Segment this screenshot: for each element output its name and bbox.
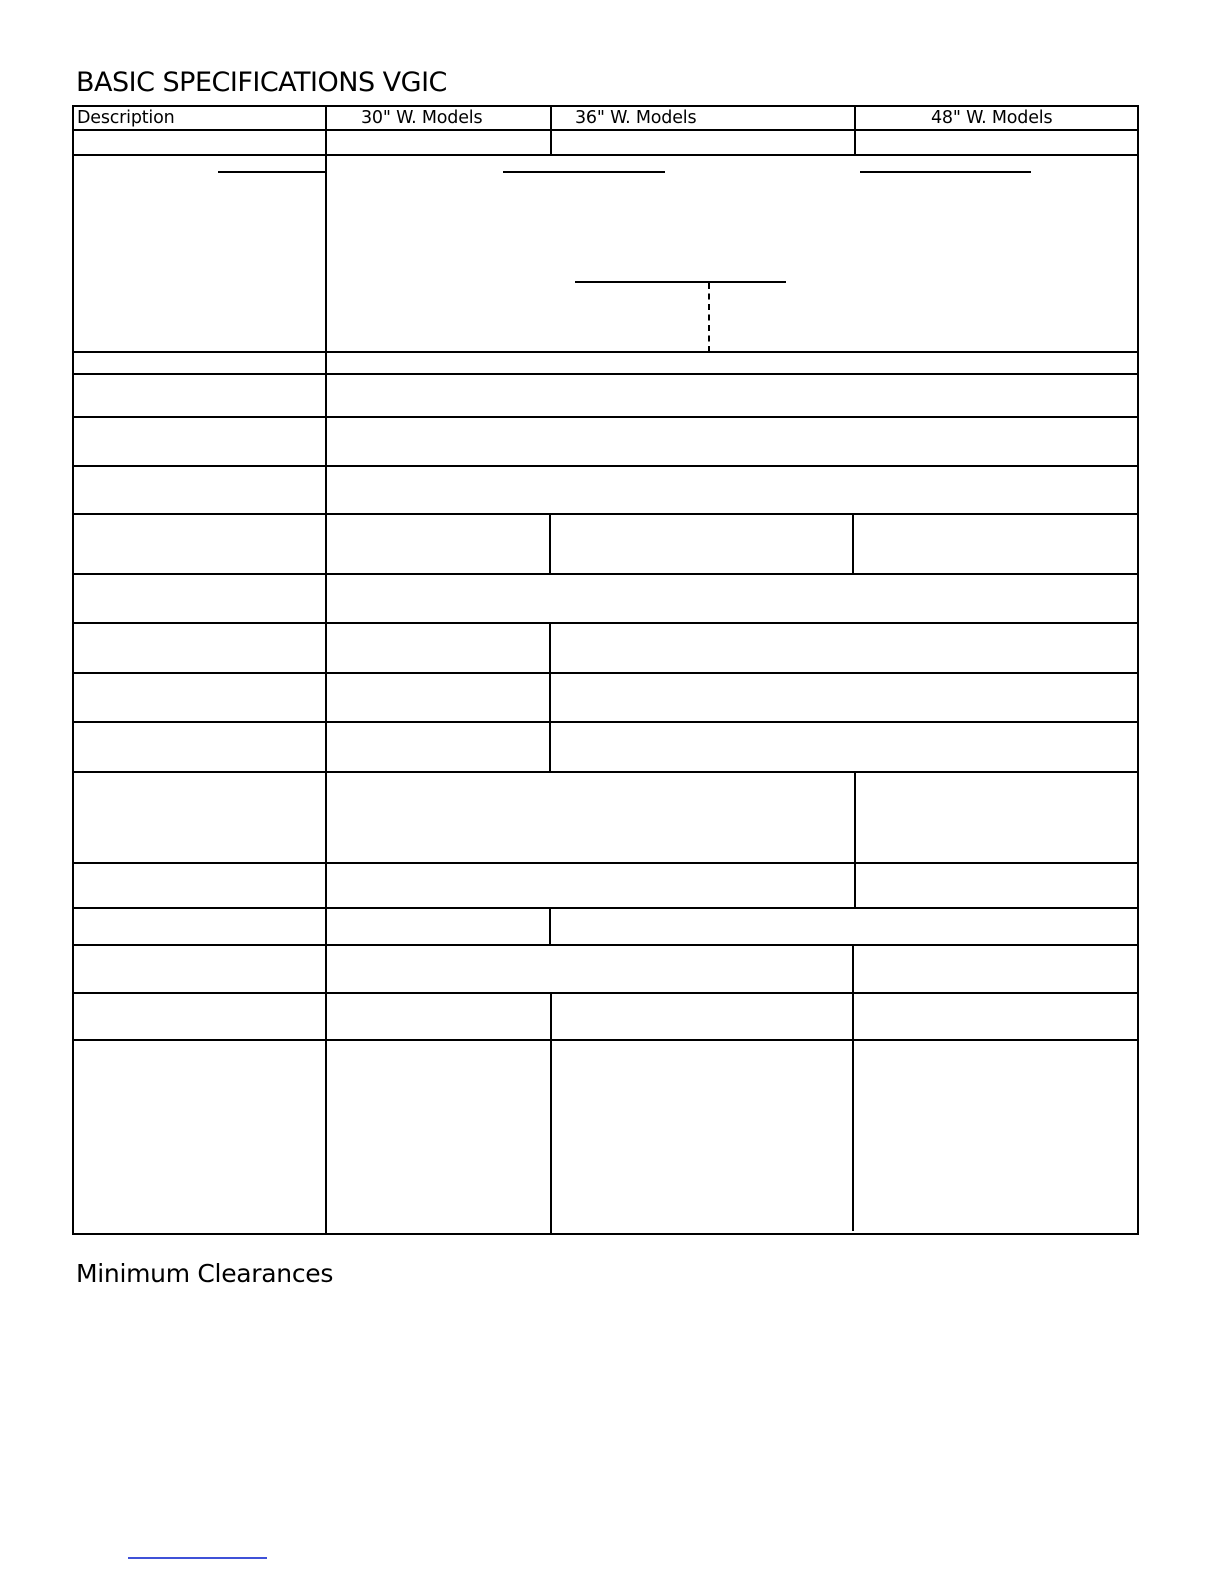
row-divider bbox=[72, 907, 1137, 909]
row-divider bbox=[72, 944, 1137, 946]
row-divider bbox=[72, 771, 1137, 773]
underline bbox=[503, 171, 665, 173]
spec-table bbox=[72, 105, 1139, 1235]
row-divider bbox=[72, 129, 1137, 131]
column-divider bbox=[852, 945, 854, 993]
underline bbox=[860, 171, 1031, 173]
column-divider bbox=[854, 105, 856, 155]
page-title: BASIC SPECIFICATIONS VGIC bbox=[76, 67, 447, 98]
row-divider bbox=[72, 672, 1137, 674]
section-heading-minimum-clearances: Minimum Clearances bbox=[76, 1259, 334, 1288]
column-divider bbox=[852, 514, 854, 574]
header-36w-models: 36" W. Models bbox=[575, 108, 697, 128]
row-divider bbox=[72, 862, 1137, 864]
row-divider bbox=[72, 721, 1137, 723]
header-30w-models: 30" W. Models bbox=[361, 108, 483, 128]
row-divider bbox=[72, 416, 1137, 418]
underline bbox=[218, 171, 325, 173]
row-divider bbox=[72, 465, 1137, 467]
column-divider bbox=[550, 105, 552, 155]
column-divider-description bbox=[325, 105, 327, 1234]
column-divider bbox=[852, 993, 854, 1231]
column-divider bbox=[854, 772, 856, 908]
header-description: Description bbox=[77, 108, 175, 128]
footer-link-underline[interactable] bbox=[128, 1557, 267, 1559]
underline bbox=[575, 281, 786, 283]
row-divider bbox=[72, 373, 1137, 375]
row-divider bbox=[72, 622, 1137, 624]
column-divider bbox=[549, 908, 551, 945]
header-48w-models: 48" W. Models bbox=[931, 108, 1053, 128]
column-divider bbox=[549, 514, 551, 574]
row-divider bbox=[72, 351, 1137, 353]
row-divider bbox=[72, 513, 1137, 515]
row-divider bbox=[72, 573, 1137, 575]
dashed-divider bbox=[708, 283, 710, 352]
column-divider bbox=[550, 993, 552, 1234]
row-divider bbox=[72, 992, 1137, 994]
row-divider bbox=[72, 154, 1137, 156]
row-divider bbox=[72, 1039, 1137, 1041]
column-divider bbox=[549, 623, 551, 772]
